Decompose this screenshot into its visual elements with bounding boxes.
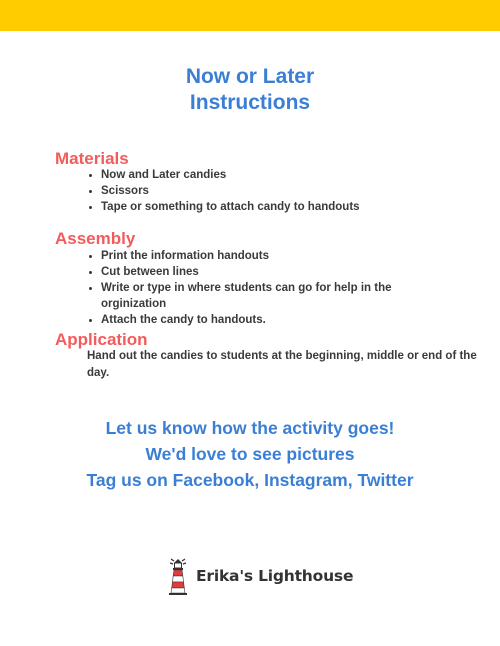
assembly-heading: Assembly (55, 229, 136, 248)
list-item: • Scissors (101, 183, 481, 199)
list-item: • Attach the candy to handouts. (101, 312, 481, 328)
list-item: • Tape or something to attach candy to handouts (101, 199, 481, 215)
logo-text: Erika's Lighthouse (196, 567, 354, 585)
title-line-1: Now or Later (185, 65, 315, 88)
list-item: • Print the information handouts (101, 248, 481, 264)
top-color-bar (0, 0, 500, 31)
page-title (0, 64, 500, 116)
materials-heading: Materials (55, 149, 129, 168)
list-item: • Write or type in where students can go for help in the orginization (101, 280, 481, 312)
application-text: Hand out the candies to students at the beginning, middle or end of the day. (87, 350, 477, 379)
cta-line-1: Let us know how the activity goes! (105, 418, 395, 438)
application-heading: Application (55, 330, 148, 349)
title-line-2: Instructions (189, 91, 311, 114)
call-to-action (0, 415, 500, 493)
cta-line-2: We'd love to see pictures (145, 444, 355, 464)
assembly-list (86, 248, 481, 328)
materials-list (86, 167, 481, 215)
list-item: • Now and Later candies (101, 167, 481, 183)
lighthouse-icon (168, 557, 188, 595)
erikas-lighthouse-logo (168, 556, 353, 596)
list-item: • Cut between lines (101, 264, 481, 280)
cta-line-3: Tag us on Facebook, Instagram, Twitter (86, 470, 414, 490)
